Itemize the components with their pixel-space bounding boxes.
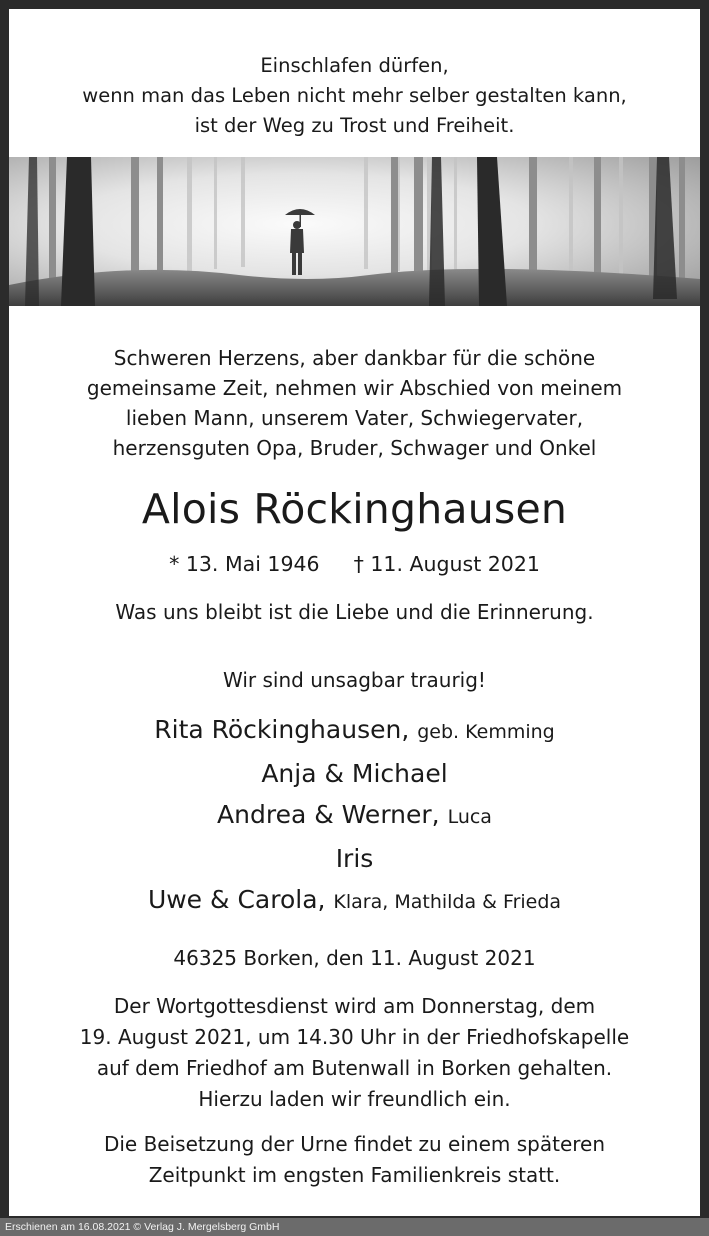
family-member-line <box>9 838 700 879</box>
urn-line: Die Beisetzung der Urne findet zu einem späteren <box>103 1132 606 1156</box>
family-main-names: Rita Röckinghausen, <box>154 715 410 744</box>
family-list <box>9 709 700 923</box>
family-sub-names: Klara, Mathilda & Frieda <box>333 891 562 913</box>
family-member-line <box>9 794 700 838</box>
intro-line: gemeinsame Zeit, nehmen wir Abschied von meinem <box>86 376 623 400</box>
family-sub-names: Luca <box>447 806 492 828</box>
family-member-line <box>9 879 700 923</box>
intro-text <box>9 343 700 463</box>
motto-line: Einschlafen dürfen, <box>260 54 449 77</box>
service-line: 19. August 2021, um 14.30 Uhr in der Friedhofskapelle <box>79 1025 630 1049</box>
family-main-names: Uwe & Carola, <box>147 885 326 914</box>
deceased-name: Alois Röckinghausen <box>141 485 568 533</box>
family-sub-names: geb. Kemming <box>417 721 555 743</box>
life-dates <box>9 549 700 579</box>
family-main-names: Andrea & Werner, <box>217 800 440 829</box>
family-main-names: Anja & Michael <box>261 759 448 788</box>
intro-line: lieben Mann, unserem Vater, Schwiegervater, <box>125 406 584 430</box>
death-date: † 11. August 2021 <box>353 552 540 576</box>
intro-line: herzensguten Opa, Bruder, Schwager und Onkel <box>112 436 597 460</box>
family-main-names: Iris <box>335 844 374 873</box>
intro-line: Schweren Herzens, aber dankbar für die schöne <box>113 346 596 370</box>
urn-burial-info <box>9 1129 700 1191</box>
service-line: auf dem Friedhof am Butenwall in Borken gehalten. <box>96 1056 613 1080</box>
motto-poem <box>9 51 700 141</box>
place-and-date: 46325 Borken, den 11. August 2021 <box>173 946 536 970</box>
memory-quote: Was uns bleibt ist die Liebe und die Erinnerung. <box>115 600 594 624</box>
service-line: Hierzu laden wir freundlich ein. <box>198 1087 511 1111</box>
motto-line: ist der Weg zu Trost und Freiheit. <box>194 114 515 137</box>
motto-line: wenn man das Leben nicht mehr selber gestalten kann, <box>82 84 627 107</box>
birth-date: * 13. Mai 1946 <box>169 552 320 576</box>
foggy-forest-illustration <box>9 157 700 306</box>
family-member-line <box>9 753 700 794</box>
family-member-line <box>9 709 700 753</box>
publication-footer: Erschienen am 16.08.2021 © Verlag J. Mergelsberg GmbH <box>0 1218 709 1236</box>
foggy-forest-image <box>9 157 700 306</box>
service-info <box>9 991 700 1115</box>
service-line: Der Wortgottesdienst wird am Donnerstag, dem <box>113 994 596 1018</box>
obituary-card <box>9 9 700 1216</box>
mourning-statement: Wir sind unsagbar traurig! <box>223 668 486 692</box>
urn-line: Zeitpunkt im engsten Familienkreis statt. <box>148 1163 561 1187</box>
